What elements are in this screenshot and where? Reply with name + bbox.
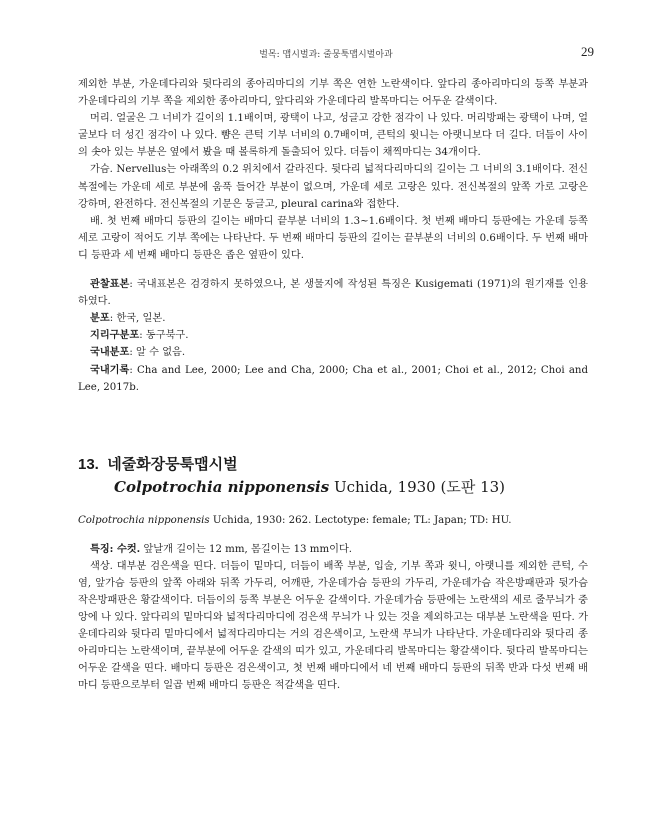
- paragraph-abdomen: 배. 첫 번째 배마디 등판의 길이는 배마디 끝부분 너비의 1.3~1.6배이다. 첫 번째 배마디 등판에는 가운데 등쪽 세로 고랑이 적어도 기부 쪽에는 나타난다. 두 번째 배마디 등판의 길이는 끝부분의 너비의 0.6배이다. 두 번째 배마디 등판과 세 번째 배마디 등판은 좁은 옆판이 있다.: [78, 215, 588, 261]
- distribution-label: 분포: [90, 312, 110, 325]
- citation-text: Uchida, 1930: 262. Lectotype: female; TL: Japan; TD: HU.: [209, 514, 512, 526]
- page-number: 29: [581, 44, 594, 59]
- observed-label: 관찰표본: [90, 278, 130, 291]
- records-label: 국내기록: [90, 363, 130, 376]
- domestic-distribution: [78, 344, 588, 361]
- geo-text: : 동구북구.: [139, 330, 189, 342]
- paragraph-thorax: 가슴. Nervellus는 아래쪽의 0.2 위치에서 갈라진다. 뒷다리 넓적다리마디의 길이는 그 너비의 3.1배이다. 전신복절에는 가운데 세로 부분에 움푹 들어간 부분이 없으며, 가운데 세로 고랑은 있다. 전신복절의 앞쪽 가로 고랑은 강하며, 완전하다. 전신복절의 기문은 둥글고, pleural carina와 접한다.: [78, 164, 588, 210]
- species-author: Uchida, 1930 (도판 13): [329, 477, 506, 496]
- species-scientific-line: [78, 476, 588, 498]
- observed-text: : 국내표본은 검경하지 못하였으나, 본 생물지에 작성된 특징은 Kusigemati (1971)의 원기재를 인용하였다.: [78, 279, 588, 308]
- distribution-text: : 한국, 일본.: [109, 313, 166, 325]
- geo-distribution: [78, 327, 588, 344]
- features-text: 앞날개 길이는 12 mm, 몸길이는 13 mm이다.: [140, 543, 353, 555]
- domestic-text: : 알 수 없음.: [129, 347, 186, 359]
- features-label: 특징: 수컷.: [90, 542, 141, 555]
- observed-specimens: [78, 276, 588, 310]
- species-scientific-name: Colpotrochia nipponensis: [114, 477, 330, 496]
- distribution: [78, 310, 588, 327]
- page-header: [0, 44, 652, 64]
- geo-label: 지리구분포: [90, 329, 140, 342]
- running-title: 벌목: 맵시벌과: 줄뭉툭맵시벌아과: [259, 50, 393, 60]
- paragraph-head: 머리. 얼굴은 그 너비가 길이의 1.1배이며, 광택이 나고, 성글고 강한 점각이 나 있다. 머리방패는 광택이 나며, 얼굴보다 더 성긴 점각이 나 있다. 뺨은 큰턱 기부 너비의 0.7배이며, 큰턱의 윗니는 아랫니보다 더 길다. 더듬이 사이의 솟아 있는 부분은 옆에서 봤을 때 볼록하게 돌출되어 있다. 더듬이 채찍마디는 34개이다.: [78, 113, 588, 159]
- species-korean-name: 네줄화장뭉툭맵시벌: [107, 455, 238, 473]
- domestic-records: [78, 362, 588, 396]
- synonym-citation: [78, 512, 588, 529]
- page-body: [78, 76, 588, 695]
- paragraph-coloration: 색상. 대부분 검은색을 띤다. 더듬이 밑마디, 더듬이 배쪽 부분, 입술, 기부 쪽과 윗니, 아랫니를 제외한 큰턱, 수염, 앞가슴 등판의 앞쪽 아래와 뒤쪽 가두리, 어깨판, 가운데가슴 등판의 가두리, 가운데가슴 작은방패판과 뒷가슴 작은방패판은 황갈색이다. 더듬이의 등쪽 부분은 어두운 갈색이다. 가운데가슴 등판에는 노란색의 세로 줄무늬가 중앙에 나 있다. 앞다리의 밑마디와 넓적다리마디에 검은색 무늬가 나 있는 것을 제외하고는 대부분 노란색을 띤다. 가운데다리와 뒷다리 밑마디에서 넓적다리마디는 거의 검은색이고, 노란색 무늬가 나타난다. 가운데다리와 뒷다리 종아리마디는 노란색이며, 끝부분에 어두운 갈색의 띠가 있고, 가운데다리 발목마디는 황갈색이다. 뒷다리 발목마디는 어두운 갈색을 띤다. 배마디 등판은 검은색이고, 첫 번째 배마디에서 네 번째 배마디 등판의 뒤쪽 반과 다섯 번째 배마디 등판으로부터 일곱 번째 배마디 등판은 적갈색을 띤다.: [78, 560, 588, 692]
- citation-name: Colpotrochia nipponensis: [78, 514, 210, 526]
- records-text: : Cha and Lee, 2000; Lee and Cha, 2000; Cha et al., 2001; Choi et al., 2012; Choi and Lee, 2017b.: [78, 364, 588, 393]
- features: [78, 541, 588, 558]
- domestic-label: 국내분포: [90, 346, 130, 359]
- species-heading: [78, 454, 588, 476]
- paragraph-continued: 제외한 부분, 가운데다리와 뒷다리의 종아리마디의 기부 쪽은 연한 노란색이다. 앞다리 종아리마디의 등쪽 부분과 가운데다리의 기부 쪽을 제외한 종아리마디, 앞다리와 가운데다리 발목마디는 어두운 갈색이다.: [78, 79, 588, 108]
- species-number: 13.: [78, 455, 99, 473]
